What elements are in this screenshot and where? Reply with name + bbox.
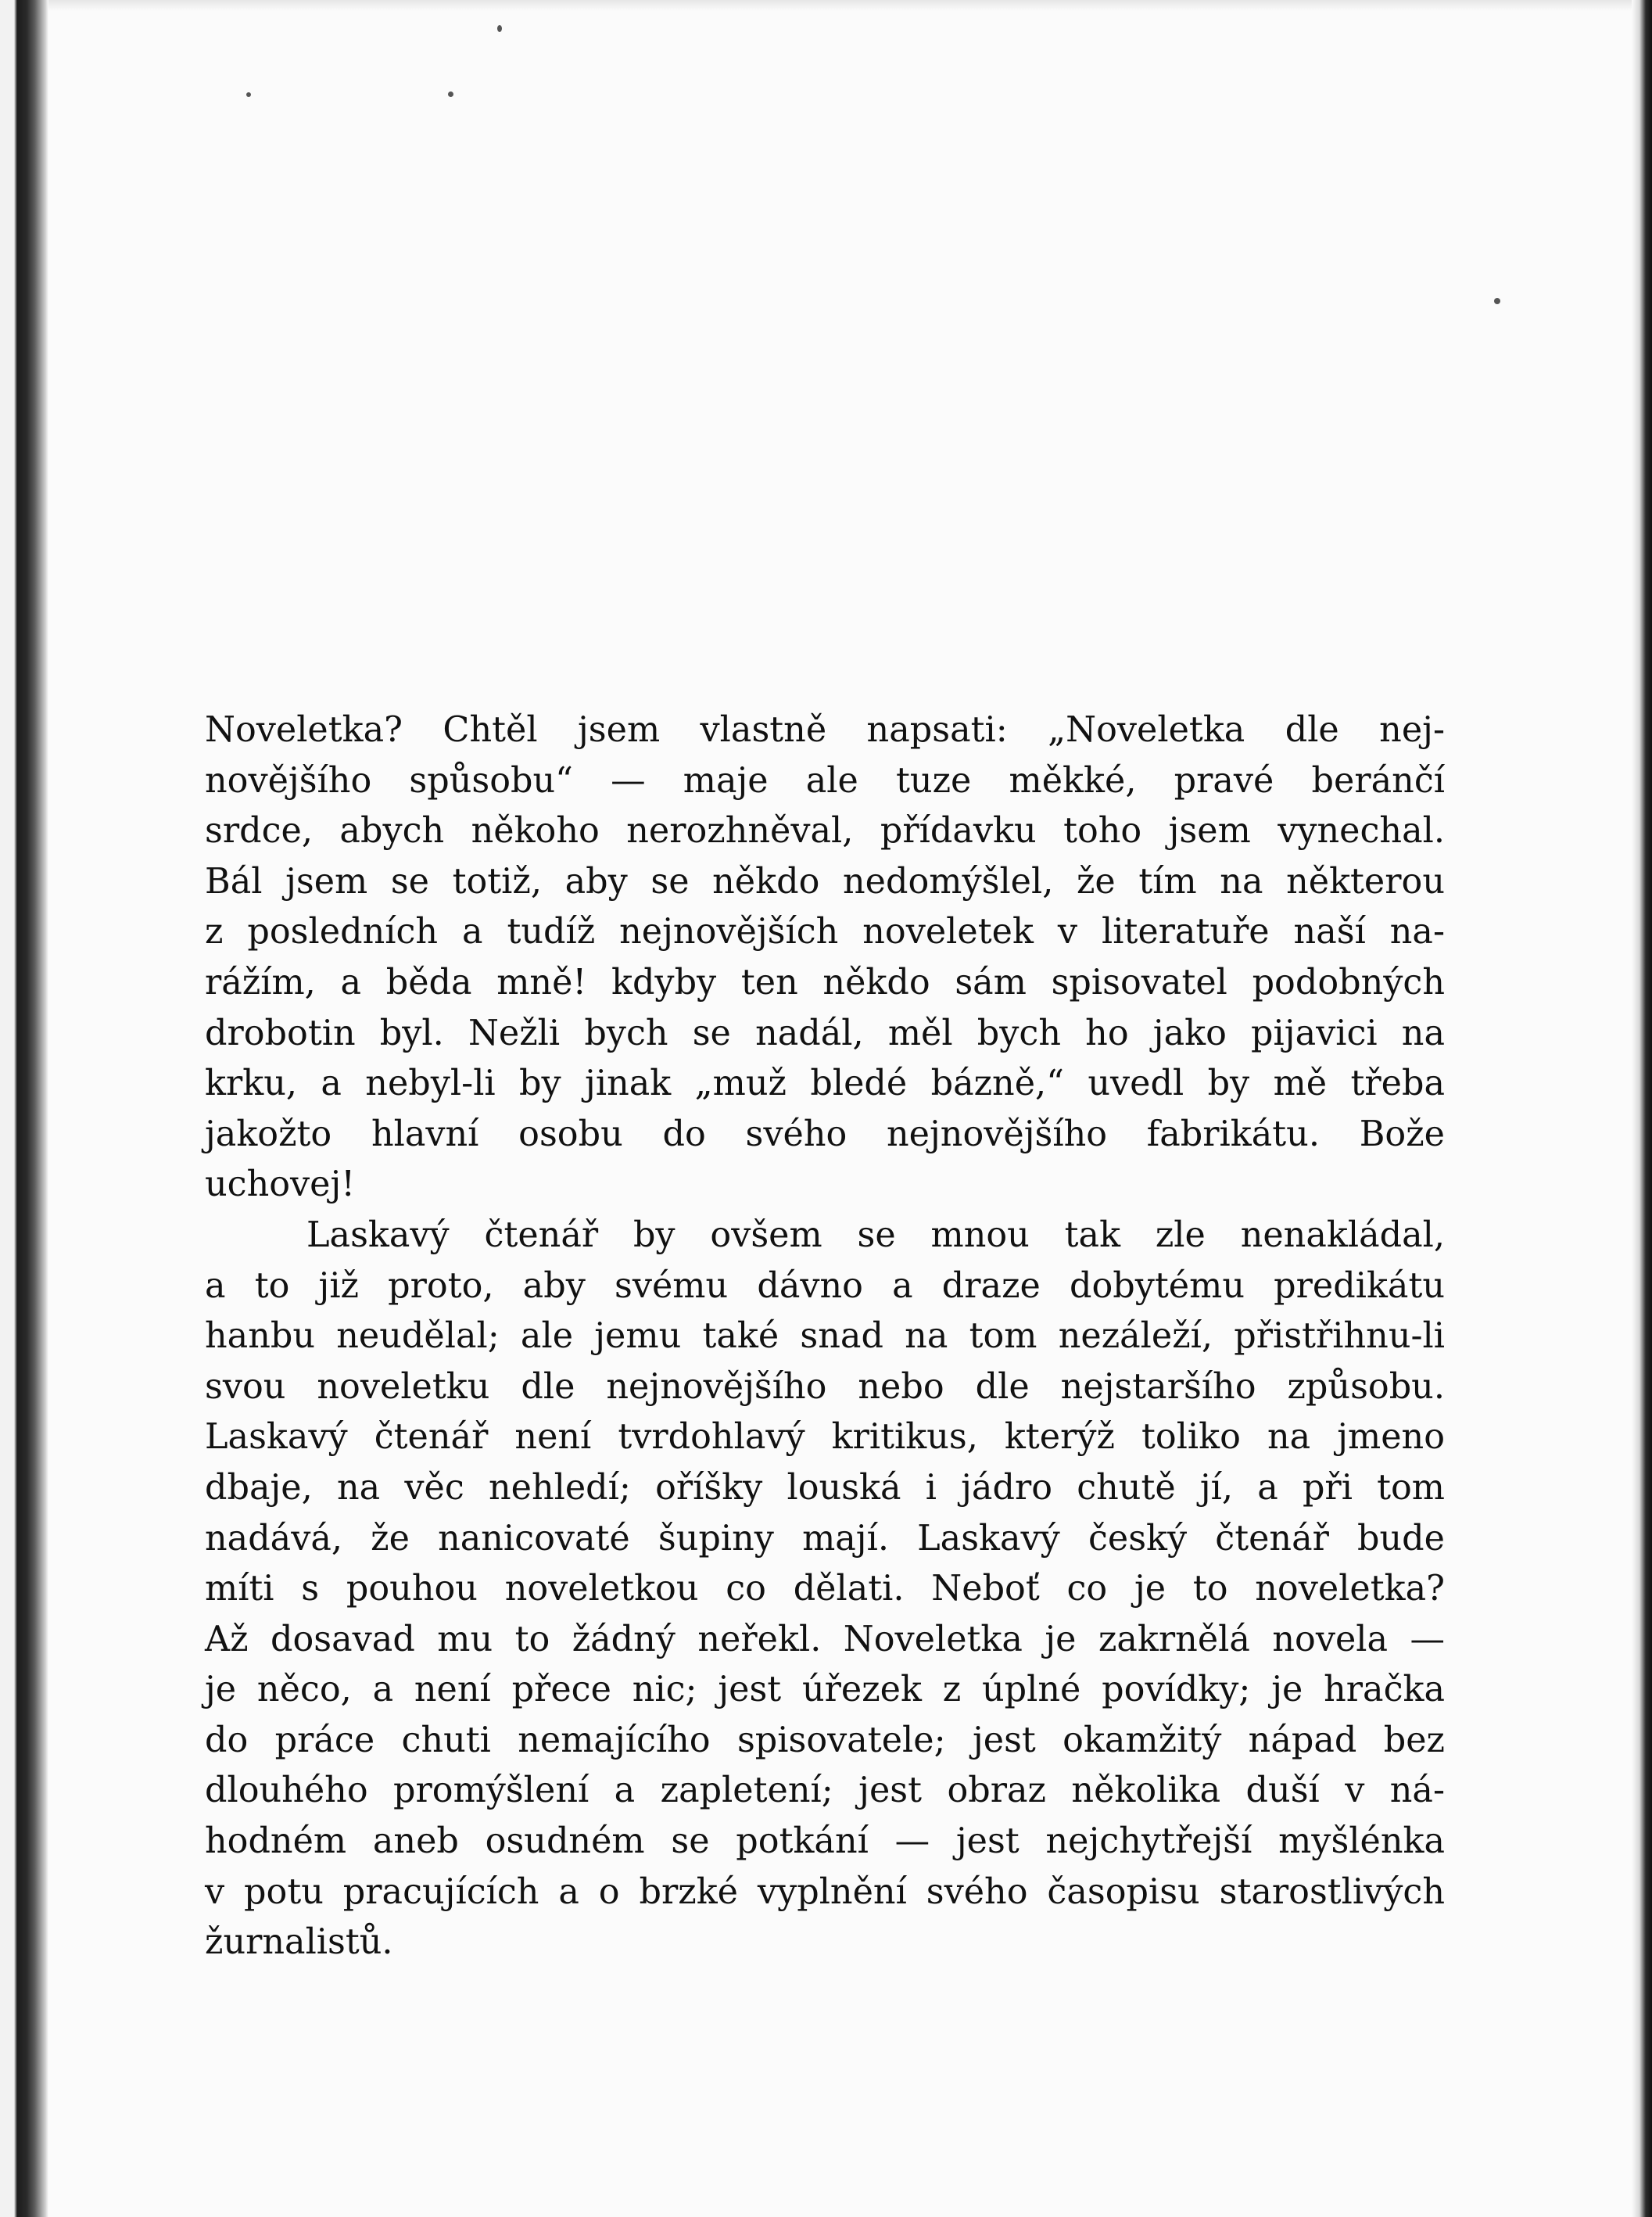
scan-speck: [448, 91, 453, 97]
text-line: dbaje, na věc nehledí; oříšky louská i jádro chutě jí, a při tom: [205, 1467, 1445, 1508]
scan-speck: [246, 92, 251, 97]
text-line: uchovej!: [205, 1164, 356, 1205]
text-line: novějšího spůsobu“ — maje ale tuze měkké, pravé beránčí: [205, 760, 1445, 801]
text-line: nadává, že nanicovaté šupiny mají. Laskavý český čtenář bude: [205, 1518, 1445, 1559]
text-line: hodném aneb osudném se potkání — jest nejchytřejší myšlénka: [205, 1821, 1445, 1862]
text-line: v potu pracujících a o brzké vyplnění svého časopisu starostlivých: [205, 1871, 1445, 1912]
text-line: Noveletka? Chtěl jsem vlastně napsati: „Noveletka dle nej-: [205, 710, 1445, 750]
scan-speck: [1494, 298, 1500, 304]
text-line: žurnalistů.: [205, 1922, 393, 1963]
page-right-edge: [1632, 0, 1652, 2217]
text-line: Laskavý čtenář by ovšem se mnou tak zle nenakládal,: [306, 1214, 1445, 1255]
text-line: Bál jsem se totiž, aby se někdo nedomýšlel, že tím na některou: [205, 861, 1445, 902]
text-line: do práce chuti nemajícího spisovatele; jest okamžitý nápad bez: [205, 1720, 1445, 1760]
scan-speck: [497, 25, 502, 32]
text-line: srdce, abych někoho nerozhněval, přídavku toho jsem vynechal.: [205, 811, 1445, 852]
page-top-edge: [0, 0, 1652, 11]
text-line: rážím, a běda mně! kdyby ten někdo sám spisovatel podobných: [205, 962, 1445, 1003]
text-line: je něco, a není přece nic; jest úřezek z úplné povídky; je hračka: [205, 1670, 1445, 1710]
text-line: Laskavý čtenář není tvrdohlavý kritikus, kterýž toliko na jmeno: [205, 1417, 1445, 1458]
text-line: hanbu neudělal; ale jemu také snad na tom nezáleží, přistřihnu-li: [205, 1316, 1445, 1357]
text-line: dlouhého promýšlení a zapletení; jest obraz několika duší v ná-: [205, 1770, 1445, 1811]
text-line: drobotin byl. Nežli bych se nadál, měl bych ho jako pijavici na: [205, 1013, 1445, 1053]
text-line: a to již proto, aby svému dávno a draze dobytému predikátu: [205, 1265, 1445, 1306]
text-line: míti s pouhou noveletkou co dělati. Neboť co je to noveletka?: [205, 1569, 1445, 1609]
text-line: Až dosavad mu to žádný neřekl. Noveletka je zakrnělá novela —: [205, 1619, 1445, 1659]
text-line: svou noveletku dle nejnovějšího nebo dle nejstaršího způsobu.: [205, 1366, 1445, 1407]
text-line: krku, a nebyl-li by jinak „muž bledé bázně,“ uvedl by mě třeba: [205, 1064, 1445, 1104]
binding-edge: [0, 0, 48, 2217]
text-line: jakožto hlavní osobu do svého nejnovějšího fabrikátu. Bože: [205, 1114, 1445, 1154]
body-text: [205, 705, 1445, 1968]
text-line: z posledních a tudíž nejnovějších noveletek v literatuře naší na-: [205, 912, 1445, 952]
